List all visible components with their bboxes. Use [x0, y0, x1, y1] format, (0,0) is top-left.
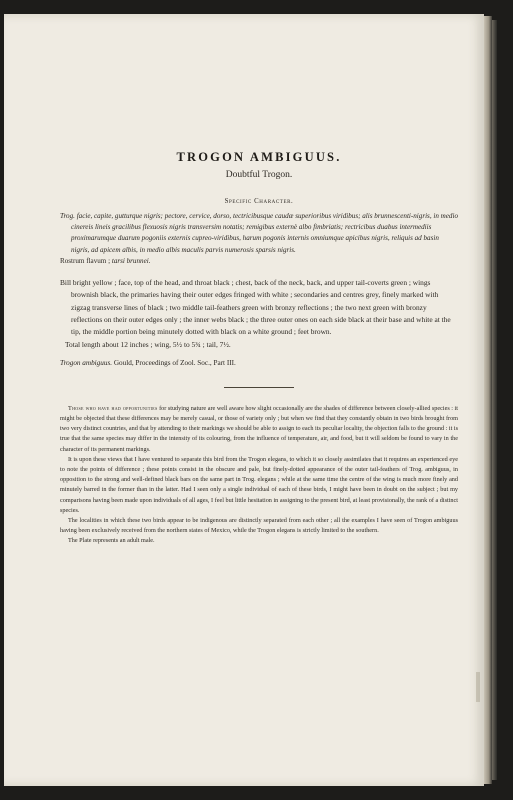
- paragraph-4: The Plate represents an adult male.: [68, 537, 155, 545]
- paragraph-3: The localities in which these two birds appear to be indigenous are distinctly separated from each other ; all the examples I have seen of Trogon ambiguus having been exclusively received from the northern states of Mexico, while the Trogon elegans is strictly limited to the southern.: [60, 517, 458, 535]
- page-content: [60, 150, 458, 547]
- synonym-reference: Gould, Proceedings of Zool. Soc., Part III.: [113, 358, 236, 367]
- rostrum-rest: tarsi brunnei.: [111, 256, 151, 265]
- paragraph-2: It is upon these views that I have ventured to separate this bird from the Trogon elegans, to which it so closely assimilates that it requires an experienced eye to note the points of difference ; these points consist in the obscure and pale, but finely-dotted appearance of the outer tail-feathers of Trog. ambiguus, in opposition to the strong and well-defined black bars on the same part in Trog. elegans ; while at the same time the centre of the wing is much more finely and minutely barred in the former than in the latter. Had I seen only a single individual of each of these birds, I might have been in doubt on the subject ; but my comparisons having been made upon individuals of all ages, I feel but little hesitation in assigning to the present bird, at least provisionally, the rank of a distinct species.: [60, 455, 458, 514]
- synonymy: [60, 359, 458, 367]
- english-description: Bill bright yellow ; face, top of the head, and throat black ; chest, back of the neck, back, and upper tail-coverts green ; wings brownish black, the primaries having their outer edges fringed with white ; secondaries and centres grey, finely marked with zigzag transverse lines of black ; two middle tail-feathers green with bronzy reflections ; the two next green with bronzy reflections on their outer edges only ; the inner webs black ; the three outer ones on each side black at their base and white at the tip, the middle portion being minutely dotted with black on a white ground ; feet brown.: [60, 277, 451, 337]
- opening-words: Those who have had opportunities: [68, 404, 158, 412]
- paragraph-1-text: for studying nature are well aware how slight occasionally are the shades of difference between closely-allied species : it might be objected that these differences may be merely casual, or those of variety only ; but when we find that they constantly obtain in two birds brought from two very distinct countries, and that by attending to their markings we should be able to assign to each its peculiar locality, the objection falls to the ground : it is true that the same species may differ in the intensity of its colouring, from the influence of temperature, air, and food, but it will seldom be found to vary in the character of its permanent markings.: [60, 404, 458, 453]
- page-fold-mark: [476, 672, 480, 702]
- page-title: TROGON AMBIGUUS.: [176, 150, 342, 164]
- page-subtitle: Doubtful Trogon.: [225, 170, 293, 180]
- rostrum-label: Rostrum flavum ;: [60, 256, 111, 265]
- paragraph-1: [60, 404, 458, 455]
- body-text: [60, 404, 458, 547]
- page-edge: [484, 16, 492, 784]
- measurements: Total length about 12 inches ; wing, 5½ to 5¾ ; tail, 7½.: [65, 339, 231, 349]
- section-heading: Specific Character.: [224, 198, 294, 205]
- rostrum-line: [60, 257, 458, 265]
- latin-description: Trog. facie, capite, gutturque nigris; pectore, cervice, dorso, tectricibusque caudæ superioribus viridibus; alis brunnescenti-nigris, in medio cinereis lineis gracilibus flexuosis nigris transversim notatis; remigibus externè albo fimbriatis; rectricibus duabus intermediis proximarumque duarum pogoniis externis cupreo-viridibus, harum pogonis internis omniumque apicibus nigris, reliquis ad basin nigris, ad apicem albis, in medio albis maculis parvis numerosis sparsis nigris.: [60, 212, 458, 254]
- divider-rule: [224, 387, 294, 388]
- synonym-name: Trogon ambiguus.: [60, 358, 113, 367]
- page-edge-shadow: [492, 20, 497, 780]
